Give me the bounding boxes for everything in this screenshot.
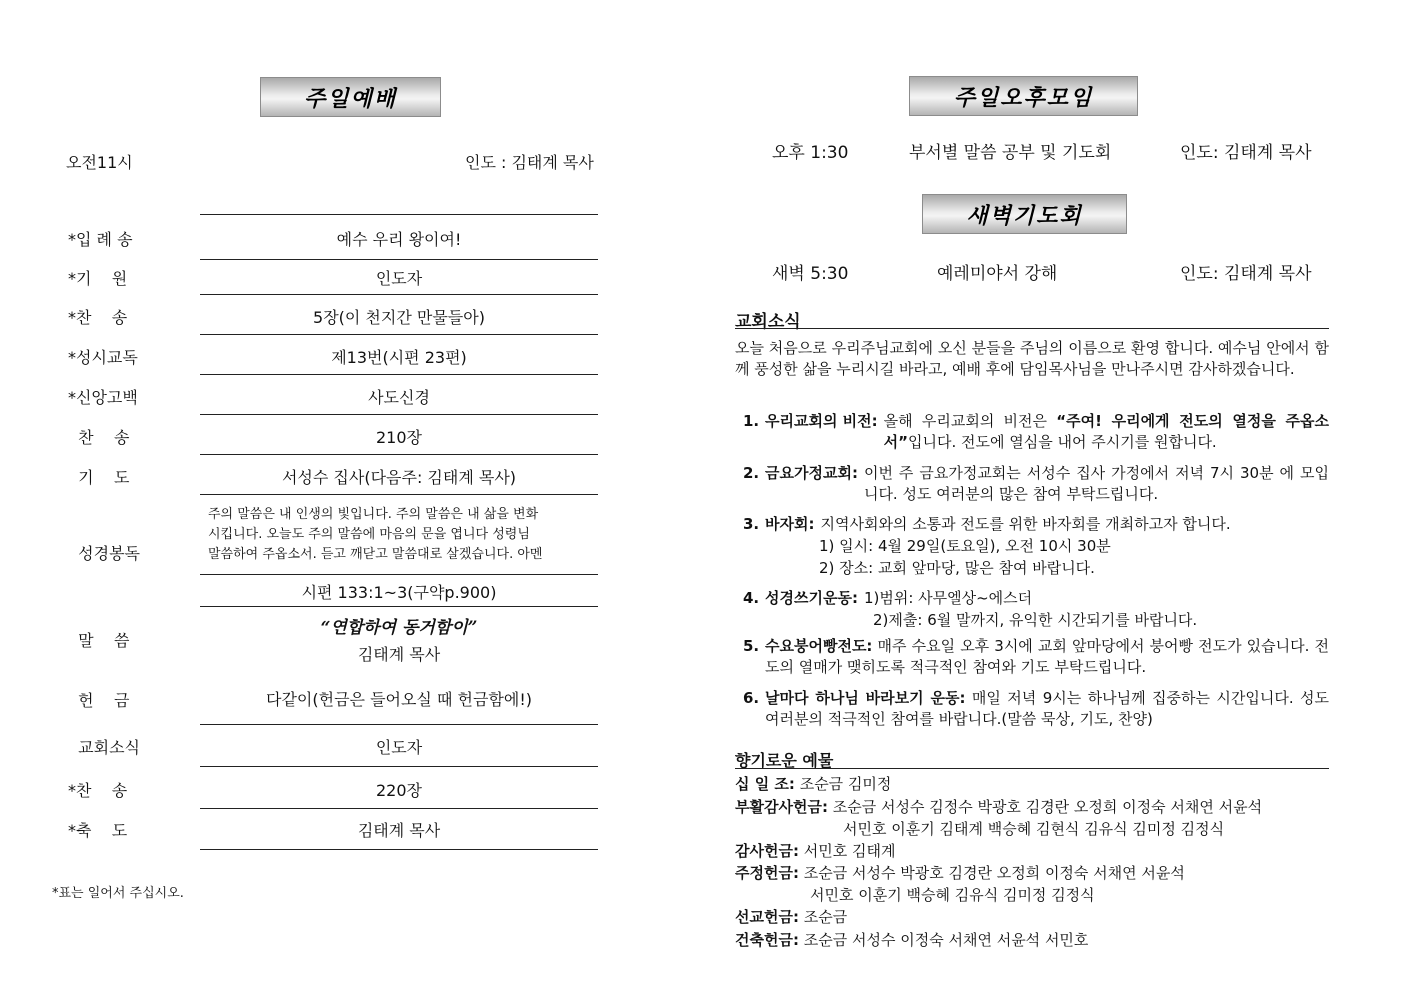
offering-row [735, 906, 847, 927]
news-item [743, 463, 1329, 505]
order-label: 기 도 [68, 468, 130, 487]
order-value: 210장 [376, 428, 422, 447]
offering-names: 조순금 서성수 이정숙 서채연 서윤석 서민호 [803, 931, 1089, 949]
order-value: 김태계 목사 [357, 821, 441, 840]
offering-label: 주정헌금: [735, 864, 799, 882]
scripture-prayer-line: 시킵니다. 오늘도 주의 말씀에 마음의 문을 엽니다 성령님 [208, 527, 530, 542]
sunday-service-banner: 주일예배 [260, 77, 441, 117]
order-value: 220장 [376, 781, 422, 800]
news-item [743, 688, 1329, 730]
order-value: 인도자 [375, 269, 423, 288]
news-item-number: 5. [743, 637, 760, 655]
news-item-text: 이번 주 금요가정교회는 서성수 집사 가정에서 저녁 7시 30분 에 모입니다. 성도 여러분의 많은 참여 부탁드립니다. [863, 464, 1329, 503]
offerings-title: 향기로운 예물 [735, 751, 834, 770]
news-item-text: 지역사회와의 소통과 전도를 위한 바자회를 개최하고자 합니다. [820, 515, 1231, 533]
news-item-heading: 우리교회의 비전: [765, 412, 878, 430]
news-item-heading: 수요붕어빵전도: [765, 637, 873, 655]
news-item-heading: 성경쓰기운동: [765, 589, 858, 607]
offering-label: 감사헌금: [735, 842, 799, 860]
order-label: *찬 송 [68, 781, 128, 800]
offering-names: 조순금 서성수 박광호 김경란 오정희 이정숙 서채연 서윤석 [803, 864, 1185, 882]
order-label: 헌 금 [68, 691, 130, 710]
scripture-reference: 시편 133:1~3(구약p.900) [301, 583, 497, 602]
order-label: *신앙고백 [68, 388, 138, 407]
scripture-prayer-line: 말씀하여 주옵소서. 듣고 깨닫고 말씀대로 살겠습니다. 아멘 [208, 547, 543, 562]
news-item-heading: 날마다 하나님 바라보기 운동: [765, 689, 966, 707]
order-value: 다같이(헌금은 들어오실 때 헌금함에!) [266, 690, 532, 709]
dawn-leader: 인도: 김태계 목사 [1180, 264, 1312, 284]
news-item [743, 636, 1329, 678]
order-label: *찬 송 [68, 308, 128, 327]
offering-names: 서민호 이훈기 김태계 백승혜 김현식 김유식 김미정 김정식 [843, 820, 1225, 838]
offering-label: 부활감사헌금: [735, 798, 828, 816]
order-label: 찬 송 [68, 428, 130, 447]
offering-names: 서민호 김태계 [803, 842, 896, 860]
sermon-title: “연합하여 동거함이” [320, 618, 478, 638]
news-subitem: 2) 장소: 교회 앞마당, 많은 참여 바랍니다. [819, 559, 1095, 577]
dawn-description: 예레미야서 강해 [937, 264, 1058, 284]
news-item-number: 3. [743, 515, 760, 533]
order-value: 5장(이 천지간 만물들아) [313, 308, 485, 327]
news-item-text: 입니다. 전도에 열심을 내어 주시기를 원합니다. [908, 433, 1217, 451]
news-item [743, 411, 1329, 453]
afternoon-description: 부서별 말씀 공부 및 기도회 [909, 143, 1112, 163]
offering-names: 조순금 서성수 김정수 박광호 김경란 오정희 이정숙 서채연 서윤석 [832, 798, 1263, 816]
offering-label: 십 일 조: [735, 775, 795, 793]
news-subitem: 2)제출: 6월 말까지, 유익한 시간되기를 바랍니다. [873, 611, 1198, 629]
news-item-number: 2. [743, 464, 760, 482]
order-value: 인도자 [375, 738, 423, 757]
order-value: 제13번(시편 23편) [331, 348, 467, 367]
sermon-preacher: 김태계 목사 [357, 645, 441, 664]
scripture-prayer [208, 505, 590, 565]
offering-row [735, 796, 1262, 817]
dawn-time: 새벽 5:30 [772, 264, 849, 284]
offering-names: 조순금 [803, 908, 848, 926]
news-item-heading: 바자회: [765, 515, 815, 533]
offering-row [735, 862, 1185, 883]
order-label: 말 씀 [68, 631, 130, 650]
offering-label: 건축헌금: [735, 931, 799, 949]
news-item-number: 6. [743, 689, 760, 707]
afternoon-meeting-banner: 주일오후모임 [909, 76, 1138, 116]
offering-row [735, 773, 891, 794]
church-news-title: 교회소식 [735, 312, 801, 332]
order-value: 서성수 집사(다음주: 김태계 목사) [281, 468, 517, 487]
dawn-prayer-banner: 새벽기도회 [922, 194, 1127, 234]
order-value: 사도신경 [368, 388, 430, 407]
news-item [743, 588, 1329, 631]
afternoon-leader: 인도: 김태계 목사 [1180, 143, 1312, 163]
offering-row [735, 929, 1088, 950]
offering-row [735, 840, 895, 861]
order-label: 성경봉독 [68, 544, 140, 563]
afternoon-time: 오후 1:30 [772, 143, 849, 163]
offering-names: 조순금 김미정 [799, 775, 892, 793]
news-subitem: 1) 일시: 4월 29일(토요일), 오전 10시 30분 [819, 537, 1111, 555]
vision-statement: “주여! 우리에게 전도의 열정을 주옵소서” [883, 412, 1329, 451]
news-item-text: 1)범위: 사무엘상~에스더 [863, 589, 1033, 607]
news-item-text: 매일 저녁 9시는 하나님께 집중하는 시간입니다. 성도 여러분의 적극적인 참여를 바랍니다.(말씀 묵상, 기도, 찬양) [765, 689, 1329, 728]
church-news-intro: 오늘 처음으로 우리주님교회에 오신 분들을 주님의 이름으로 환영 합니다. 예수님 안에서 함께 풍성한 삶을 누리시길 바라고, 예배 후에 담임목사님을 만나주시면 감사하겠습니다. [735, 339, 1329, 378]
news-item-number: 4. [743, 589, 760, 607]
order-label: *기 원 [68, 269, 128, 288]
scripture-prayer-line: 주의 말씀은 내 인생의 빛입니다. 주의 말씀은 내 삶을 변화 [208, 507, 539, 522]
news-item-heading: 금요가정교회: [765, 464, 858, 482]
news-item-text: 올해 우리교회의 비전은 [883, 412, 1057, 430]
service-time: 오전11시 [66, 153, 133, 172]
news-item-number: 1. [743, 412, 760, 430]
offering-names: 서민호 이훈기 백승혜 김유식 김미정 김정식 [810, 886, 1095, 904]
order-label: *성시교독 [68, 348, 138, 367]
offering-label: 선교헌금: [735, 908, 799, 926]
order-label: *축 도 [68, 821, 128, 840]
service-leader: 인도 : 김태계 목사 [465, 153, 594, 172]
standing-footnote: *표는 일어서 주십시오. [52, 886, 184, 901]
order-label: 교회소식 [68, 738, 140, 757]
news-item [743, 514, 1329, 579]
order-value: 예수 우리 왕이여! [336, 230, 462, 249]
news-item-text: 매주 수요일 오후 3시에 교회 앞마당에서 붕어빵 전도가 있습니다. 전도의 열매가 맺히도록 적극적인 참여와 기도 부탁드립니다. [765, 637, 1329, 676]
order-label: *입 례 송 [68, 230, 133, 249]
